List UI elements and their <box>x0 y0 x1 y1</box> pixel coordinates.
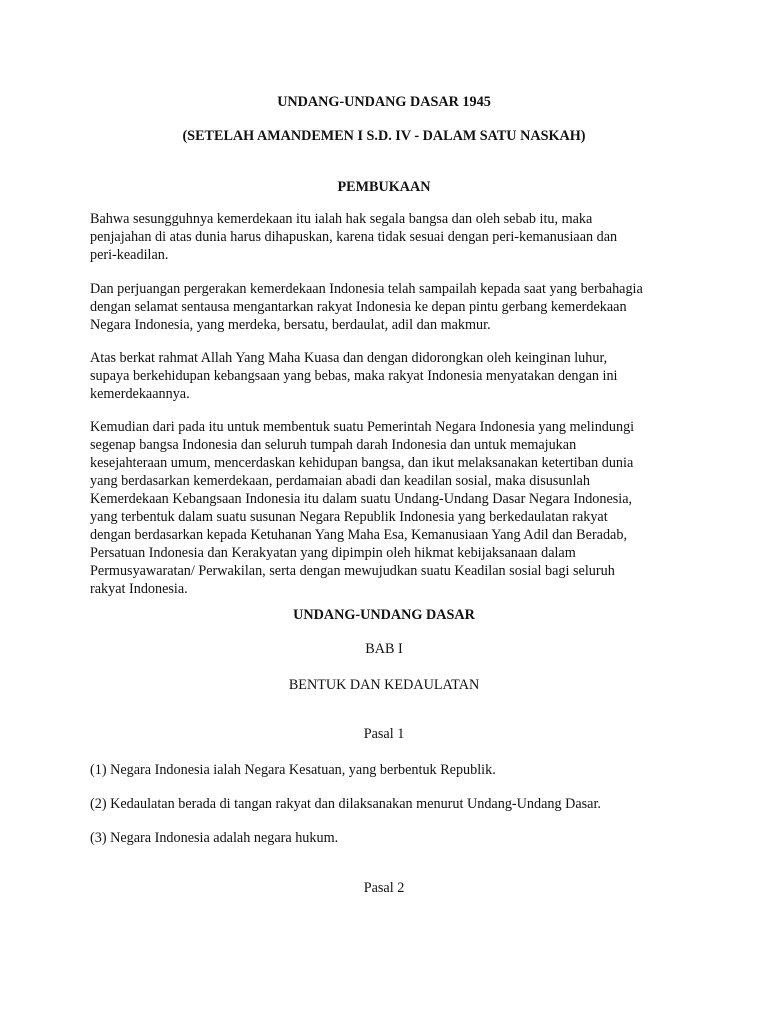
chapter-title: BENTUK DAN KEDAULATAN <box>288 677 480 693</box>
article-1-clause-2: (2) Kedaulatan berada di tangan rakyat dan dilaksanakan menurut Undang-Undang Dasar. <box>90 796 601 812</box>
document-subtitle: (SETELAH AMANDEMEN I S.D. IV - DALAM SATU NASKAH) <box>182 128 586 144</box>
preamble-p3-line3: kemerdekaannya. <box>90 386 190 402</box>
preamble-p4-line7: dengan berdasarkan kepada Ketuhanan Yang Maha Esa, Kemanusiaan Yang Adil dan Beradab, <box>90 527 627 543</box>
preamble-p2-line2: dengan selamat sentausa mengantarkan rakyat Indonesia ke depan pintu gerbang kemerdekaan <box>90 299 627 315</box>
preamble-p1-line2: penjajahan di atas dunia harus dihapuskan, karena tidak sesuai dengan peri-kemanusiaan dan <box>90 229 618 245</box>
preamble-p3-line1: Atas berkat rahmat Allah Yang Maha Kuasa dan dengan didorongkan oleh keinginan luhur, <box>90 350 608 366</box>
document-title: UNDANG-UNDANG DASAR 1945 <box>277 94 491 110</box>
preamble-p4-line8: Persatuan Indonesia dan Kerakyatan yang dipimpin oleh hikmat kebijaksanaan dalam <box>90 545 576 561</box>
preamble-p4-line1: Kemudian dari pada itu untuk membentuk suatu Pemerintah Negara Indonesia yang melindungi <box>90 419 635 435</box>
article-2-label: Pasal 2 <box>363 880 405 896</box>
preamble-p4-line2: segenap bangsa Indonesia dan seluruh tumpah darah Indonesia dan untuk memajukan <box>90 437 577 453</box>
preamble-p1-line1: Bahwa sesungguhnya kemerdekaan itu ialah hak segala bangsa dan oleh sebab itu, maka <box>90 211 593 227</box>
preamble-p1-line3: peri-keadilan. <box>90 247 169 263</box>
article-1-clause-3: (3) Negara Indonesia adalah negara hukum. <box>90 830 339 846</box>
article-1-label: Pasal 1 <box>363 726 405 742</box>
preamble-p4-line5: Kemerdekaan Kebangsaan Indonesia itu dalam suatu Undang-Undang Dasar Negara Indonesia, <box>90 491 633 507</box>
preamble-p2-line3: Negara Indonesia, yang merdeka, bersatu, berdaulat, adil dan makmur. <box>90 317 491 333</box>
preamble-p2-line1: Dan perjuangan pergerakan kemerdekaan Indonesia telah sampailah kepada saat yang berbahagia <box>90 281 643 297</box>
preamble-p4-line9: Permusyawaratan/ Perwakilan, serta dengan mewujudkan suatu Keadilan sosial bagi seluruh <box>90 563 615 579</box>
preamble-heading: PEMBUKAAN <box>337 179 431 195</box>
article-1-clause-1: (1) Negara Indonesia ialah Negara Kesatuan, yang berbentuk Republik. <box>90 762 496 778</box>
chapter-label: BAB I <box>365 641 403 657</box>
constitution-heading: UNDANG-UNDANG DASAR <box>293 607 475 623</box>
preamble-p4-line6: yang terbentuk dalam suatu susunan Negara Republik Indonesia yang berkedaulatan rakyat <box>90 509 608 525</box>
preamble-p4-line3: kesejahteraan umum, mencerdaskan kehidupan bangsa, dan ikut melaksanakan ketertiban dunia <box>90 455 634 471</box>
preamble-p4-line10: rakyat Indonesia. <box>90 581 188 597</box>
preamble-p3-line2: supaya berkehidupan kebangsaan yang bebas, maka rakyat Indonesia menyatakan dengan ini <box>90 368 618 384</box>
preamble-p4-line4: yang berdasarkan kemerdekaan, perdamaian abadi dan keadilan sosial, maka disusunlah <box>90 473 590 489</box>
